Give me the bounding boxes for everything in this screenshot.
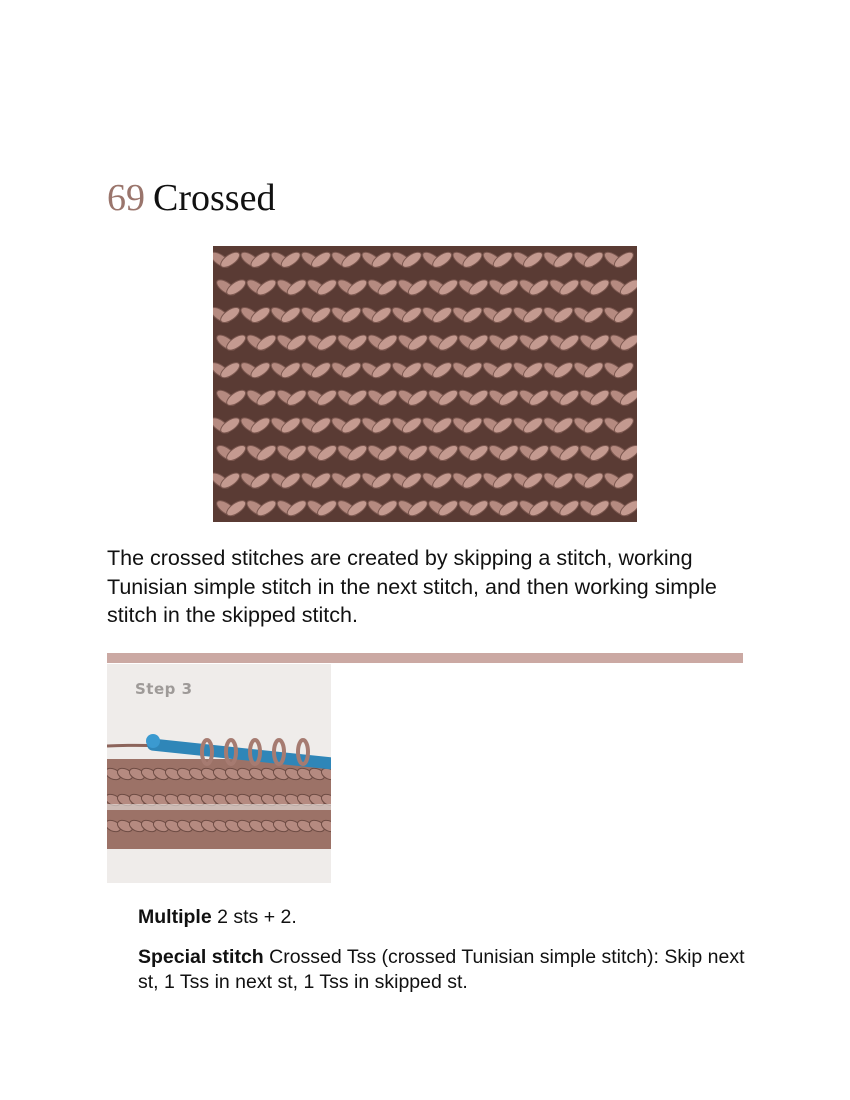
special-stitch-spec bbox=[138, 945, 748, 995]
special-stitch-text: Crossed Tss (crossed Tunisian simple stitch): Skip next st, 1 Tss in next st, 1 Tss in skipped st. bbox=[138, 946, 745, 993]
intro-paragraph: The crossed stitches are created by skipping a stitch, working Tunisian simple stitch in the next stitch, and then working simple stitch in the skipped stitch. bbox=[107, 546, 717, 627]
multiple-spec bbox=[138, 905, 748, 930]
multiple-label: Multiple bbox=[138, 906, 212, 928]
step-photo bbox=[107, 664, 331, 883]
section-divider bbox=[107, 653, 743, 663]
crossed-stitch-swatch-photo bbox=[213, 246, 637, 522]
stitch-heading bbox=[107, 176, 275, 220]
special-stitch-label: Special stitch bbox=[138, 946, 264, 968]
stitch-number: 69 bbox=[107, 177, 145, 219]
stitch-title: Crossed bbox=[153, 177, 276, 219]
multiple-text: 2 sts + 2. bbox=[211, 906, 297, 928]
step-label: Step 3 bbox=[135, 680, 193, 698]
